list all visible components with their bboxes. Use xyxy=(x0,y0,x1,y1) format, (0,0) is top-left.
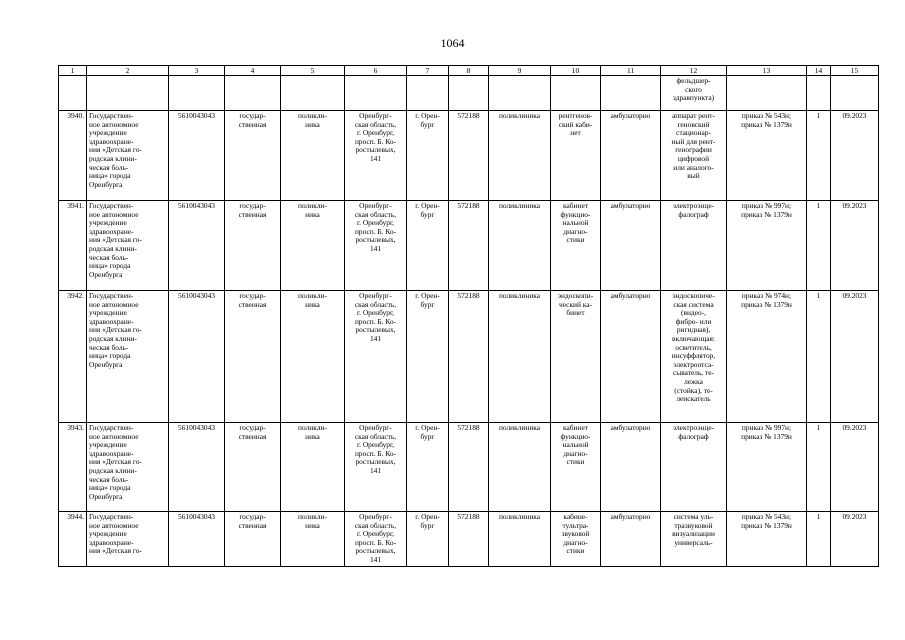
date-cell: 09.2023 xyxy=(831,291,879,423)
order-cell: приказ № 997н; приказ № 1379н xyxy=(727,201,807,291)
oktmo-code-cell: 572188 xyxy=(449,291,489,423)
room-cell: кабинет функцио- нальной диагно- стики xyxy=(551,423,601,512)
city-cell: г. Орен- бург xyxy=(407,512,449,567)
header-cell: 13 xyxy=(727,66,807,76)
inn-cell: 5610043043 xyxy=(169,201,225,291)
inn-cell: 5610043043 xyxy=(169,111,225,201)
inn-cell: 5610043043 xyxy=(169,291,225,423)
table-row xyxy=(59,512,879,567)
order-cell: приказ № 974н; приказ № 1379н xyxy=(727,291,807,423)
care-mode-cell: амбулаторно xyxy=(601,201,661,291)
inn-cell: 5610043043 xyxy=(169,512,225,567)
division-cell: поликлиника xyxy=(489,512,551,567)
division-cell: поликлиника xyxy=(489,201,551,291)
facility-type-cell: поликли- ника xyxy=(281,423,345,512)
organization-cell: Государствен- ное автономное учреждение здравоохране- ния «Детская го- xyxy=(87,512,169,567)
care-mode-cell: амбулаторно xyxy=(601,423,661,512)
quantity-cell: 1 xyxy=(807,111,831,201)
equipment-cell: эндоскопиче- ская система (видео-, фибро- или ригидная), включающая: осветитель, инсуффлятор, электроотса- сыватель, те- лежка (стойка), те- леискатель xyxy=(661,291,727,423)
oktmo-code-cell: 572188 xyxy=(449,111,489,201)
organization-cell: Государствен- ное автономное учреждение здравоохране- ния «Детская го- родская клини- ческая боль- ница» города Оренбурга xyxy=(87,291,169,423)
row-number-cell: 3943. xyxy=(59,423,87,512)
oktmo-code-cell: 572188 xyxy=(449,201,489,291)
header-cell: 6 xyxy=(345,66,407,76)
date-cell: 09.2023 xyxy=(831,111,879,201)
room-cell: кабинет функцио- нальной диагно- стики xyxy=(551,201,601,291)
header-cell: 1 xyxy=(59,66,87,76)
oktmo-code-cell: 572188 xyxy=(449,512,489,567)
date-cell: 09.2023 xyxy=(831,512,879,567)
facility-type-cell: поликли- ника xyxy=(281,201,345,291)
quantity-cell: 1 xyxy=(807,512,831,567)
table-row-continuation xyxy=(59,76,879,111)
header-row xyxy=(59,66,879,76)
header-cell: 11 xyxy=(601,66,661,76)
header-cell: 4 xyxy=(225,66,281,76)
quantity-cell: 1 xyxy=(807,291,831,423)
organization-cell: Государствен- ное автономное учреждение здравоохране- ния «Детская го- родская клини- ческая боль- ница» города Оренбурга xyxy=(87,201,169,291)
row-number-cell: 3944. xyxy=(59,512,87,567)
date-cell: 09.2023 xyxy=(831,423,879,512)
address-cell: Оренбург- ская область, г. Оренбург, просп. Б. Ко- ростылевых, 141 xyxy=(345,111,407,201)
table-row xyxy=(59,201,879,291)
order-cell: приказ № 543н; приказ № 1379н xyxy=(727,512,807,567)
division-cell: поликлиника xyxy=(489,423,551,512)
room-cell: рентгенов- ский каби- нет xyxy=(551,111,601,201)
header-cell: 9 xyxy=(489,66,551,76)
equipment-cell: аппарат рент- геновский стационар- ный для рент- генографии цифровой или аналого- вый xyxy=(661,111,727,201)
facility-type-cell: поликли- ника xyxy=(281,291,345,423)
header-cell: 12 xyxy=(661,66,727,76)
organization-cell: Государствен- ное автономное учреждение здравоохране- ния «Детская го- родская клини- ческая боль- ница» города Оренбурга xyxy=(87,423,169,512)
table-row xyxy=(59,111,879,201)
room-cell: кабине- тультра- звуковой диагно- стики xyxy=(551,512,601,567)
page-number: 1064 xyxy=(440,36,465,50)
care-mode-cell: амбулаторно xyxy=(601,291,661,423)
organization-cell: Государствен- ное автономное учреждение здравоохране- ния «Детская го- родская клини- ческая боль- ница» города Оренбурга xyxy=(87,111,169,201)
header-cell: 10 xyxy=(551,66,601,76)
header-cell: 15 xyxy=(831,66,879,76)
inn-cell: 5610043043 xyxy=(169,423,225,512)
order-cell: приказ № 543н; приказ № 1379н xyxy=(727,111,807,201)
division-cell: поликлиника xyxy=(489,111,551,201)
ownership-form-cell: государ- ственная xyxy=(225,111,281,201)
order-cell: приказ № 997н; приказ № 1379н xyxy=(727,423,807,512)
table-row xyxy=(59,291,879,423)
care-mode-cell: амбулаторно xyxy=(601,111,661,201)
header-cell: 3 xyxy=(169,66,225,76)
city-cell: г. Орен- бург xyxy=(407,291,449,423)
care-mode-cell: амбулаторно xyxy=(601,512,661,567)
city-cell: г. Орен- бург xyxy=(407,111,449,201)
address-cell: Оренбург- ская область, г. Оренбург, просп. Б. Ко- ростылевых, 141 xyxy=(345,423,407,512)
city-cell: г. Орен- бург xyxy=(407,423,449,512)
address-cell: Оренбург- ская область, г. Оренбург, просп. Б. Ко- ростылевых, 141 xyxy=(345,201,407,291)
row-number-cell: 3940. xyxy=(59,111,87,201)
facility-type-cell: поликли- ника xyxy=(281,111,345,201)
facility-type-cell: поликли- ника xyxy=(281,512,345,567)
ownership-form-cell: государ- ственная xyxy=(225,201,281,291)
ownership-form-cell: государ- ственная xyxy=(225,423,281,512)
city-cell: г. Орен- бург xyxy=(407,201,449,291)
table-row xyxy=(59,423,879,512)
quantity-cell: 1 xyxy=(807,423,831,512)
row-number-cell: 3941. xyxy=(59,201,87,291)
header-cell: 7 xyxy=(407,66,449,76)
row-number-cell: 3942. xyxy=(59,291,87,423)
equipment-cell: электроэнце- фалограф xyxy=(661,423,727,512)
equipment-cell: система уль- тразвуковой визуализации универсаль- xyxy=(661,512,727,567)
header-cell: 5 xyxy=(281,66,345,76)
ownership-form-cell: государ- ственная xyxy=(225,291,281,423)
equipment-cell: фельдшер- ского здравпункта) xyxy=(661,76,727,111)
address-cell: Оренбург- ская область, г. Оренбург, просп. Б. Ко- ростылевых, 141 xyxy=(345,512,407,567)
room-cell: эндоскопи- ческий ка- бинет xyxy=(551,291,601,423)
equipment-table xyxy=(58,65,879,567)
ownership-form-cell: государ- ственная xyxy=(225,512,281,567)
division-cell: поликлиника xyxy=(489,291,551,423)
equipment-cell: электроэнце- фалограф xyxy=(661,201,727,291)
header-cell: 2 xyxy=(87,66,169,76)
date-cell: 09.2023 xyxy=(831,201,879,291)
oktmo-code-cell: 572188 xyxy=(449,423,489,512)
header-cell: 14 xyxy=(807,66,831,76)
address-cell: Оренбург- ская область, г. Оренбург, просп. Б. Ко- ростылевых, 141 xyxy=(345,291,407,423)
quantity-cell: 1 xyxy=(807,201,831,291)
header-cell: 8 xyxy=(449,66,489,76)
